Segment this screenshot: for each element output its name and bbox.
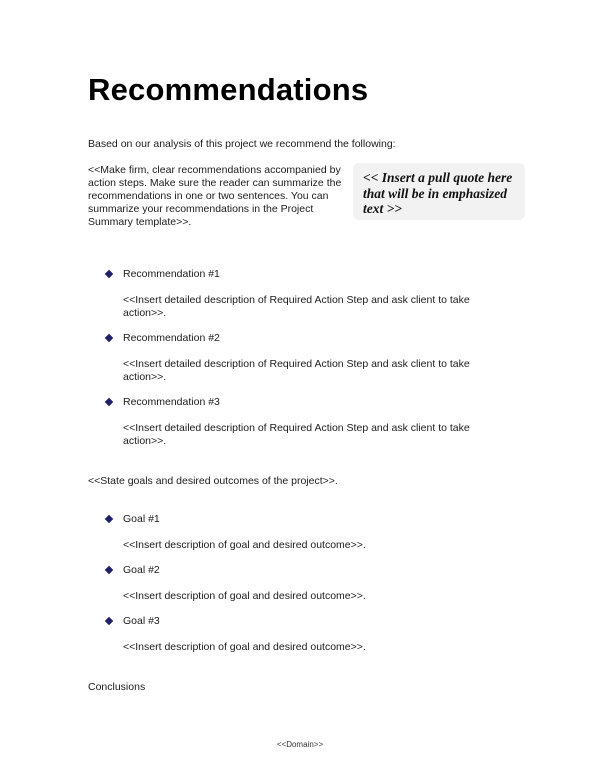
pull-quote-box [353, 163, 525, 220]
diamond-bullet-icon [105, 334, 113, 342]
diamond-bullet-icon [105, 617, 113, 625]
recommendation-label: Recommendation #3 [123, 396, 220, 408]
recommendation-description: <<Insert detailed description of Required Action Step and ask client to take action>>. [123, 294, 470, 319]
recommendation-label: Recommendation #2 [123, 332, 220, 344]
recommendation-description: <<Insert detailed description of Required Action Step and ask client to take action>>. [123, 358, 470, 383]
pull-quote-text: << Insert a pull quote here that will be in emphasized text >> [363, 170, 513, 216]
goal-label: Goal #2 [123, 564, 160, 576]
goal-label: Goal #3 [123, 615, 160, 627]
diamond-bullet-icon [105, 398, 113, 406]
conclusions-heading: Conclusions [88, 681, 146, 693]
recommendation-label: Recommendation #1 [123, 268, 220, 280]
diamond-bullet-icon [105, 515, 113, 523]
page-footer: <<Domain>> [276, 740, 324, 749]
intro-text: Based on our analysis of this project we recommend the following: [88, 138, 396, 150]
goal-description: <<Insert description of goal and desired outcome>>. [123, 590, 366, 602]
diamond-bullet-icon [105, 566, 113, 574]
goal-description: <<Insert description of goal and desired outcome>>. [123, 641, 366, 653]
goal-description: <<Insert description of goal and desired outcome>>. [123, 539, 366, 551]
recommendation-summary-paragraph: <<Make firm, clear recommendations accompanied by action steps. Make sure the reader can summarize the recommendations in one or two sentences. You can summarize your recommendations in the Project Summary template>>. [88, 164, 342, 228]
goals-intro-text: <<State goals and desired outcomes of the project>>. [88, 475, 338, 487]
goal-label: Goal #1 [123, 513, 160, 525]
page-title: Recommendations [88, 72, 369, 107]
recommendation-description: <<Insert detailed description of Required Action Step and ask client to take action>>. [123, 422, 470, 447]
diamond-bullet-icon [105, 270, 113, 278]
